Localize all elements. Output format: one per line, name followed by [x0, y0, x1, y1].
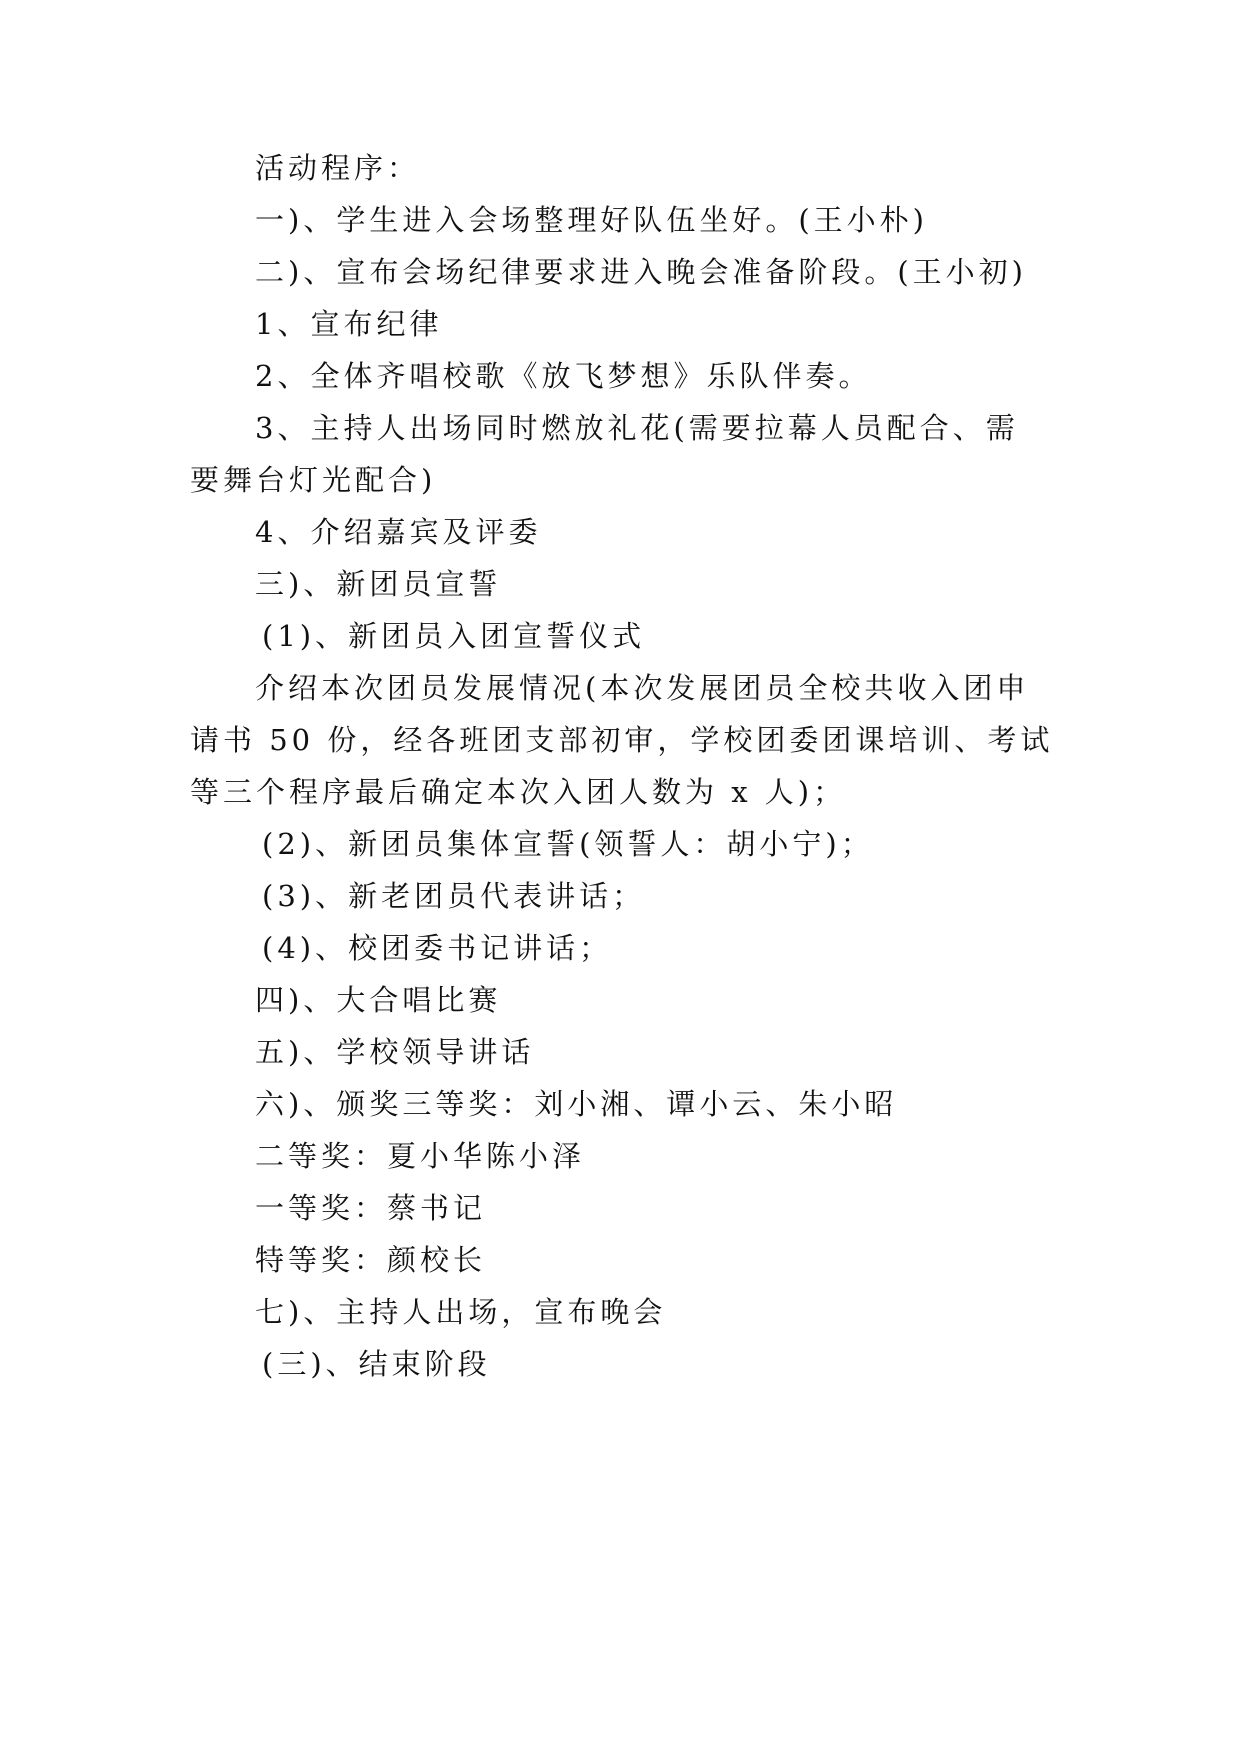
paragraph-line: (3)、新老团员代表讲话；: [262, 879, 646, 913]
paragraph-line-continued: 请书 50 份，经各班团支部初审，学校团委团课培训、考试: [190, 723, 1054, 757]
paragraph-line: (2)、新团员集体宣誓(领誓人：胡小宁)；: [262, 827, 874, 861]
paragraph-line: 四)、大合唱比赛: [255, 983, 502, 1017]
paragraph-line: 4、介绍嘉宾及评委: [255, 515, 542, 549]
paragraph-line: 一等奖：蔡书记: [255, 1191, 487, 1225]
paragraph-line: 二等奖：夏小华陈小泽: [255, 1139, 586, 1173]
paragraph-line: (三)、结束阶段: [262, 1347, 491, 1381]
paragraph-line: 二)、宣布会场纪律要求进入晚会准备阶段。(王小初): [255, 255, 1027, 289]
paragraph-line: 一)、学生进入会场整理好队伍坐好。(王小朴): [255, 203, 928, 237]
paragraph-line: 六)、颁奖三等奖：刘小湘、谭小云、朱小昭: [255, 1087, 898, 1121]
paragraph-line: 2、全体齐唱校歌《放飞梦想》乐队伴奏。: [255, 359, 872, 393]
paragraph-line: 三)、新团员宣誓: [255, 567, 502, 601]
paragraph-line-continued: 要舞台灯光配合): [190, 463, 437, 497]
paragraph-line: 七)、主持人出场，宣布晚会: [255, 1295, 667, 1329]
paragraph-line: 3、主持人出场同时燃放礼花(需要拉幕人员配合、需: [255, 411, 1019, 445]
paragraph-line: (4)、校团委书记讲话；: [262, 931, 613, 965]
paragraph-line: 五)、学校领导讲话: [255, 1035, 535, 1069]
section-heading: 活动程序：: [255, 151, 421, 185]
paragraph-line-continued: 等三个程序最后确定本次入团人数为 x 人)；: [190, 775, 847, 809]
paragraph-line: 1、宣布纪律: [255, 307, 443, 341]
paragraph-line: 介绍本次团员发展情况(本次发展团员全校共收入团申: [255, 671, 1030, 705]
paragraph-line: 特等奖：颜校长: [255, 1243, 487, 1277]
paragraph-line: (1)、新团员入团宣誓仪式: [262, 619, 646, 653]
